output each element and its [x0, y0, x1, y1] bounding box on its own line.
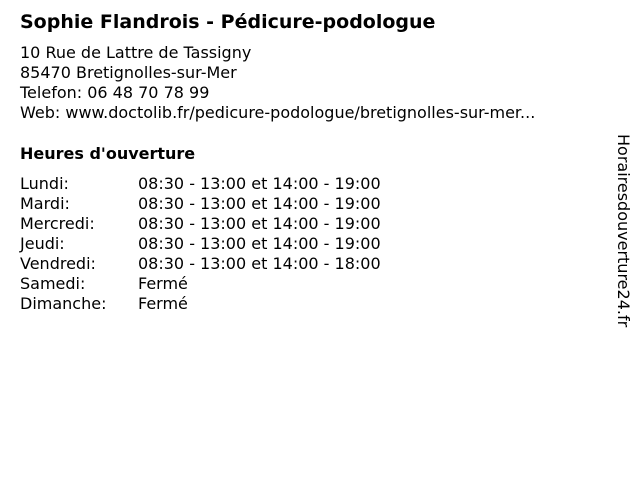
day-label: Vendredi: [20, 254, 96, 273]
time-value: 08:30 - 13:00 et 14:00 - 19:00 [138, 194, 381, 213]
site-watermark: Horairesdouverture24.fr [614, 134, 633, 328]
day-label: Mercredi: [20, 214, 95, 233]
day-label: Jeudi: [20, 234, 65, 253]
website-link[interactable]: Web: www.doctolib.fr/pedicure-podologue/bretignolles-sur-mer... [20, 103, 536, 122]
business-contact [20, 43, 535, 123]
day-label: Samedi: [20, 274, 86, 293]
time-value: Fermé [138, 274, 188, 293]
time-value: 08:30 - 13:00 et 14:00 - 19:00 [138, 214, 381, 233]
time-value: 08:30 - 13:00 et 14:00 - 19:00 [138, 234, 381, 253]
time-value: 08:30 - 13:00 et 14:00 - 19:00 [138, 174, 381, 193]
day-label: Mardi: [20, 194, 70, 213]
opening-hours-heading: Heures d'ouverture [20, 144, 196, 163]
time-value: 08:30 - 13:00 et 14:00 - 18:00 [138, 254, 381, 273]
day-label: Dimanche: [20, 294, 107, 313]
phone-number: Telefon: 06 48 70 78 99 [20, 83, 210, 102]
business-title: Sophie Flandrois - Pédicure-podologue [20, 11, 436, 33]
address-street: 10 Rue de Lattre de Tassigny [20, 43, 252, 62]
time-value: Fermé [138, 294, 188, 313]
address-city: 85470 Bretignolles-sur-Mer [20, 63, 237, 82]
day-label: Lundi: [20, 174, 69, 193]
